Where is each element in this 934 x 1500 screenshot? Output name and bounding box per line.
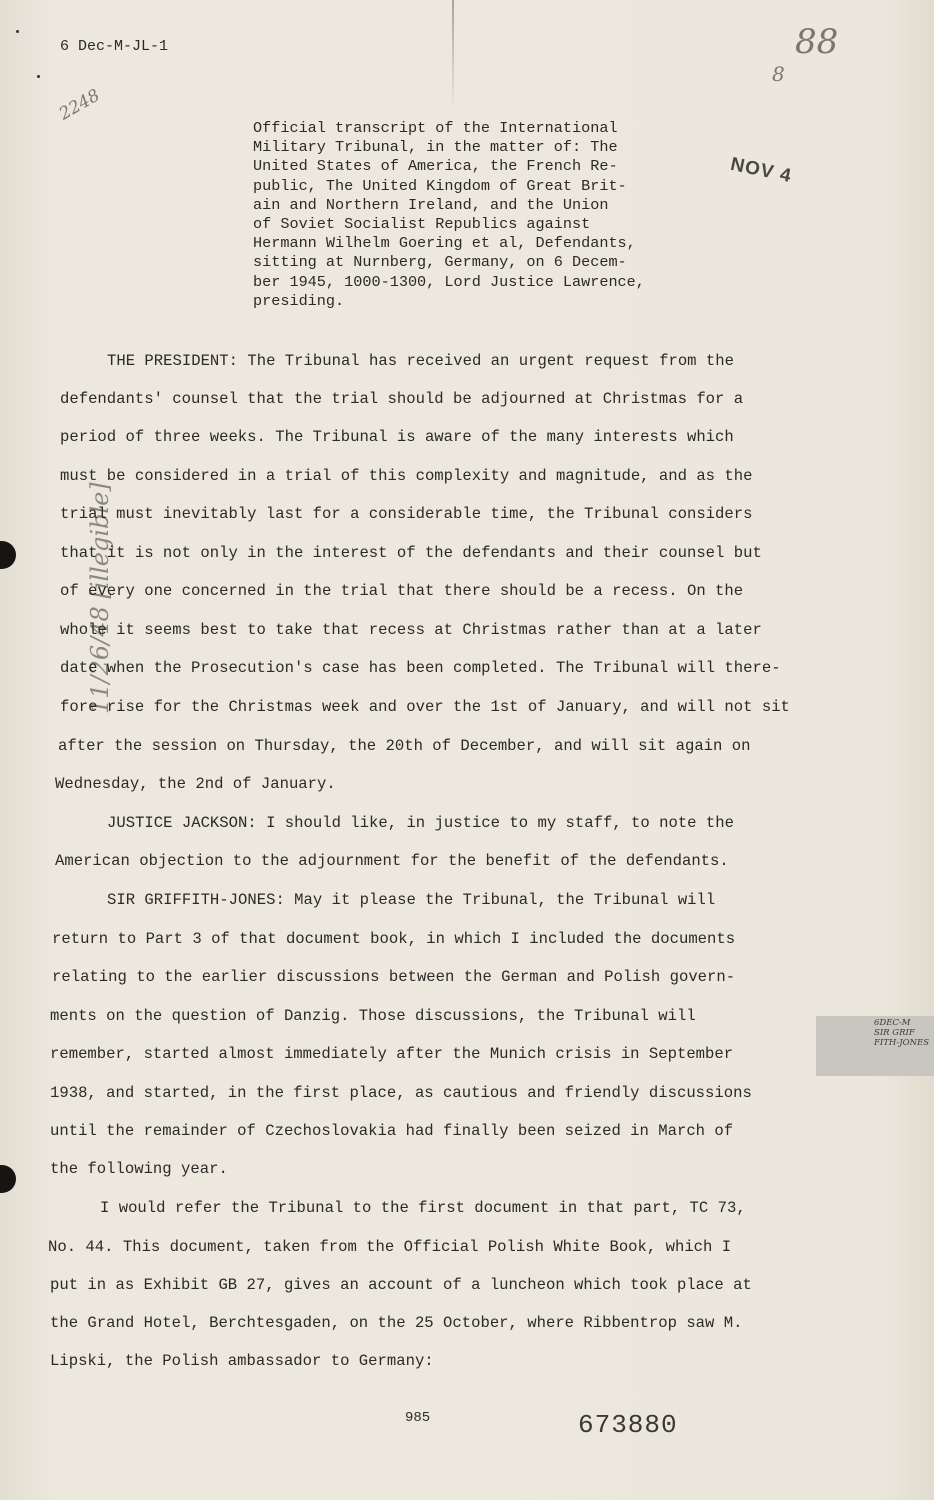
serial-number: 673880 (578, 1410, 678, 1440)
transcript-line: put in as Exhibit GB 27, gives an account of a luncheon which took place at (50, 1276, 752, 1294)
transcript-line: return to Part 3 of that document book, in which I included the documents (52, 930, 736, 948)
transcript-line: JUSTICE JACKSON: I should like, in justice to my staff, to note the (107, 814, 734, 832)
transcript-line: defendants' counsel that the trial should be adjourned at Christmas for a (60, 390, 744, 408)
tab-label (816, 1016, 934, 1076)
transcript-line: SIR GRIFFITH-JONES: May it please the Tribunal, the Tribunal will (107, 891, 716, 909)
transcript-line: must be considered in a trial of this complexity and magnitude, and as the (60, 467, 753, 485)
document-reference: 6 Dec-M-JL-1 (60, 38, 169, 55)
transcript-line: No. 44. This document, taken from the Official Polish White Book, which I (48, 1238, 732, 1256)
handwritten-mark-8: 8 (772, 62, 785, 86)
transcript-line: until the remainder of Czechoslovakia had finally been seized in March of (50, 1122, 734, 1140)
transcript-line: the following year. (50, 1160, 228, 1178)
handwritten-number: 2248 (55, 85, 104, 125)
transcript-line: relating to the earlier discussions between the German and Polish govern- (52, 968, 736, 986)
paper-fold-mark (452, 0, 454, 110)
transcript-line: whole it seems best to take that recess at Christmas rather than at a later (60, 621, 762, 639)
transcript-line: trial must inevitably last for a considerable time, the Tribunal considers (60, 505, 753, 523)
transcript-line: Wednesday, the 2nd of January. (55, 775, 336, 793)
transcript-line: that it is not only in the interest of the defendants and their counsel but (60, 544, 762, 562)
transcript-line: the Grand Hotel, Berchtesgaden, on the 25 October, where Ribbentrop saw M. (50, 1314, 743, 1332)
transcript-line: of every one concerned in the trial that there should be a recess. On the (60, 582, 744, 600)
punch-hole (0, 541, 16, 569)
page-number: 985 (405, 1410, 431, 1426)
transcript-line: after the session on Thursday, the 20th of December, and will sit again on (58, 737, 751, 755)
transcript-line: I would refer the Tribunal to the first document in that part, TC 73, (100, 1199, 746, 1217)
punch-hole (0, 1165, 16, 1193)
transcript-line: 1938, and started, in the first place, as cautious and friendly discussions (50, 1084, 752, 1102)
dot-mark (16, 30, 19, 33)
transcript-line: Lipski, the Polish ambassador to Germany: (50, 1352, 434, 1370)
handwritten-margin-note: 11/26/48 [illegible] (86, 482, 114, 714)
handwritten-page-mark: 88 (795, 22, 839, 62)
transcript-line: fore rise for the Christmas week and over the 1st of January, and will not sit (60, 698, 790, 716)
transcript-line: ments on the question of Danzig. Those discussions, the Tribunal will (50, 1007, 696, 1025)
transcript-header: Official transcript of the International Military Tribunal, in the matter of: The United States of America, the French Re- public, The United Kingdom of Great Brit- ain and Northern Ireland, and the Union of Soviet Socialist Republics against Hermann Wilhelm Goering et al, Defendants, sitting at Nurnberg, Germany, on 6 Decem- ber 1945, 1000-1300, Lord Justice Lawrence, presiding. (253, 119, 645, 310)
transcript-line: THE PRESIDENT: The Tribunal has received an urgent request from the (107, 352, 734, 370)
transcript-line: American objection to the adjournment for the benefit of the defendants. (55, 852, 729, 870)
date-stamp: NOV 4 (728, 153, 794, 188)
tab-label-text: 6DEC-M SIR GRIF FITH-JONES (874, 1018, 930, 1048)
transcript-line: date when the Prosecution's case has been completed. The Tribunal will there- (60, 659, 781, 677)
transcript-line: period of three weeks. The Tribunal is aware of the many interests which (60, 428, 734, 446)
dot-mark (37, 75, 40, 78)
transcript-line: remember, started almost immediately after the Munich crisis in September (50, 1045, 734, 1063)
